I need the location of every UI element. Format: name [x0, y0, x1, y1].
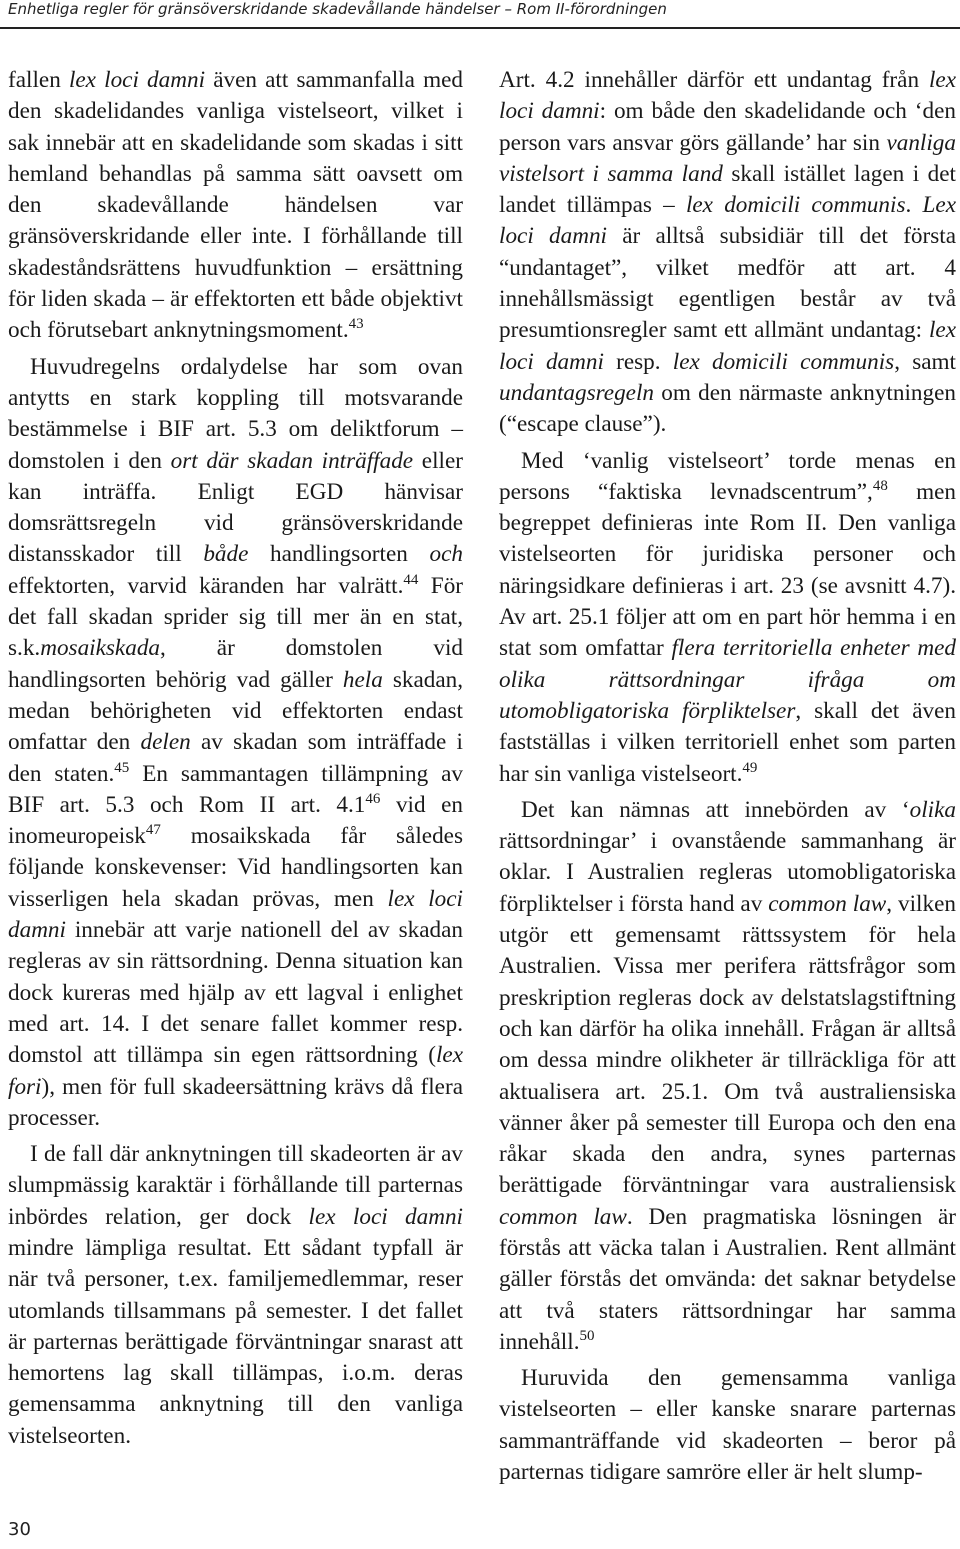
- text-run: mindre lämpliga resultat. Ett sådant typfall är när två personer, t.ex. familjemedlemmar, reser utomlands tillsammans på semester. I det fallet är parternas berättigade förväntningar snarast att hemortens lag skall tillämpas, i.o.m. deras gemensamma anknytning till den vanliga vistelseorten.: [8, 1234, 463, 1449]
- text-run: Det kan nämnas att innebörden av ‘: [521, 796, 910, 823]
- text-run: .: [905, 192, 923, 219]
- italic-text: Lex loci damni: [499, 192, 956, 250]
- right-paragraph-1: [499, 65, 956, 441]
- italic-text: lex loci damni: [499, 317, 956, 375]
- text-run: fallen: [8, 67, 69, 93]
- text-run: effektorten, varvid käranden har valrätt.: [8, 572, 404, 599]
- left-paragraph-3: [8, 1139, 463, 1452]
- running-head: Enhetliga regler för gränsöverskridande skadevållande händelser – Rom II-förordningen: [8, 0, 667, 18]
- text-run: skadan, medan behörigheten vid effektorten endast omfattar den: [8, 666, 464, 756]
- italic-text: delen: [140, 729, 191, 756]
- text-run: eller kan inträffa. Enligt EGD hänvisar domsrättsregeln vid gränsöverskridande distansskador till: [8, 447, 463, 568]
- text-run: , samt: [894, 348, 956, 375]
- footnote-ref: 49: [742, 759, 758, 776]
- footnote-ref: 46: [365, 790, 381, 807]
- text-run: resp.: [603, 348, 673, 375]
- italic-text: lex loci damni: [68, 67, 206, 93]
- italic-text: vanliga vistelsort i samma land: [499, 129, 956, 187]
- text-run: En sammantagen tillämpning av BIF art. 5.3 och Rom II art. 4.1: [8, 760, 463, 818]
- text-run: . Den pragmatiska lösningen är förstås att väcka talan i Australien. Rent allmänt gäller förstås det omvända: det saknar betydelse att två staters rättsordningar har samma innehåll.: [499, 1203, 956, 1355]
- italic-text: flera territoriella enheter med olika rättsordningar ifråga om utomobligatoriska förpliktelser: [499, 635, 956, 724]
- italic-text: både: [203, 541, 249, 568]
- text-run: För det fall skadan sprider sig till mer än en stat, s.k.: [8, 572, 464, 662]
- italic-text: lex domicili communis: [685, 192, 906, 219]
- text-run: rättsordningar’ i ovanstående sammanhang är oklar. I Australien regleras utomobligatoriska förpliktelser i första hand av: [499, 828, 956, 917]
- text-run: I de fall där anknytningen till skadeorten är av slumpmässig karaktär i förhållande till parternas inbördes relation, ger dock: [8, 1141, 463, 1230]
- italic-text: common law: [499, 1203, 627, 1230]
- text-run: ), men för full skadeersättning krävs då flera processer.: [8, 1073, 463, 1131]
- text-run: mosaikskada får således följande konskevenser: Vid handlingsorten kan visserligen hela skadan prövas, men: [8, 823, 463, 912]
- left-column: [8, 65, 463, 1452]
- text-run: handlingsorten: [248, 541, 430, 568]
- text-run: , vilken utgör ett gemensamt rättssystem för hela Australien. Vissa mer perifera rättsfrågor som preskription regleras dock av delstatslagstiftning och kan därför ha olika innehåll. Frågan är alltså om dessa mindre olikheter är tillräckliga för att aktualisera art. 25.1. Om två australiensiska vänner åker på semester till Europa och den ena råkar skada den andra, synes parternas berättigade förväntningar vara australiensisk: [499, 890, 956, 1199]
- text-run: Art. 4.2 innehåller därför ett undantag från: [499, 67, 929, 93]
- text-run: Huruvida den gemensamma vanliga vistelseorten – eller kanske snarare parternas sammanträffande vid skadeorten – beror på parternas tidigare samröre eller är helt slump-: [499, 1365, 956, 1486]
- italic-text: lex fori: [8, 1042, 463, 1100]
- text-run: även att sammanfalla med den skadelidandes vanliga vistelseort, vilket i sak innebär att en skadelidande som skadas i sitt hemland behandlas på samma sätt oavsett om den skadevållande händelsen var gränsöverskridande eller inte. I förhållande till skadeståndsrättens huvudfunktion – ersättning för liden skada – är effektorten ett både objektivt och förutsebart anknytningsmoment.: [8, 67, 463, 344]
- text-run: Med ‘vanlig vistelseort’ torde menas en persons “faktiska levnadscentrum”,: [499, 447, 956, 505]
- text-run: vid en inomeuropeisk: [8, 791, 464, 850]
- text-run: innebär att varje nationell del av skadan regleras av sin rättsordning. Denna situation kan dock kureras med hjälp av ett lagval i enlighet med art. 14. I det senare fallet kommer resp. domstol att tillämpa sin egen rättsordning (: [8, 917, 463, 1069]
- footnote-ref: 45: [114, 759, 130, 776]
- left-paragraph-2: [8, 352, 463, 1134]
- footnote-ref: 47: [145, 822, 161, 839]
- italic-text: lex loci damni: [499, 67, 956, 125]
- footnote-ref: 44: [403, 571, 419, 588]
- text-run: men begreppet definieras inte Rom II. Den vanliga vistelseorten för juridiska personer och näringsidkare definieras i art. 23 (se avsnitt 4.7). Av art. 25.1 följer att om en part hör hemma i en stat som omfattar: [499, 478, 956, 662]
- text-run: om den närmaste anknytningen (“escape clause”).: [499, 379, 956, 438]
- header-rule: [0, 27, 960, 29]
- italic-text: undantagsregeln: [499, 379, 654, 406]
- text-run: : om både den skadelidande och ‘den person vars ansvar görs gällande’ har sin: [499, 98, 956, 156]
- italic-text: olika: [909, 796, 956, 823]
- text-run: skall istället lagen i det landet tillämpas –: [499, 160, 956, 219]
- italic-text: mosaikskada: [40, 635, 161, 662]
- italic-text: lex loci damni: [8, 885, 463, 944]
- footnote-ref: 50: [579, 1327, 595, 1344]
- italic-text: hela: [342, 666, 383, 693]
- text-run: , skall det även fastställas i vilken territoriell enhet som parten har sin vanliga vistelseort.: [499, 697, 956, 787]
- italic-text: ort där skadan inträffade: [170, 447, 414, 474]
- italic-text: och: [429, 541, 463, 568]
- text-run: , är domstolen vid handlingsorten behörig vad gäller: [8, 635, 463, 693]
- footnote-ref: 48: [872, 477, 888, 494]
- italic-text: lex loci damni: [308, 1203, 464, 1230]
- right-paragraph-3: [499, 795, 956, 1358]
- right-paragraph-2: [499, 446, 956, 790]
- right-paragraph-4: [499, 1363, 956, 1488]
- text-run: är alltså subsidiär till det första “undantaget”, vilket medför att art. 4 innehållsmässigt egentligen består av två presumtionsregler samt ett allmänt undantag:: [499, 223, 956, 344]
- footnote-ref: 43: [348, 316, 364, 333]
- left-paragraph-1: [8, 65, 463, 347]
- page-number: 30: [8, 1519, 31, 1540]
- italic-text: lex domicili communis: [672, 348, 895, 375]
- right-column: [499, 65, 956, 1488]
- text-run: av skadan som inträffade i den staten.: [8, 729, 464, 787]
- text-run: Huvudregelns ordalydelse har som ovan antytts en stark koppling till motsvarande bestämmelse i BIF art. 5.3 om deliktforum – domstolen i den: [8, 353, 463, 474]
- italic-text: common law: [768, 890, 887, 917]
